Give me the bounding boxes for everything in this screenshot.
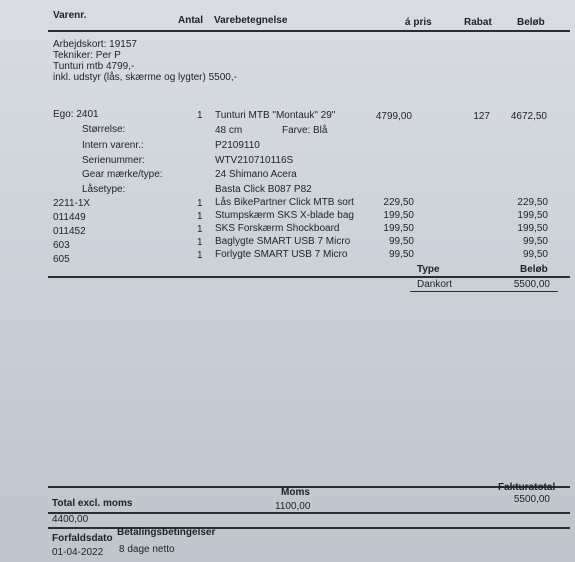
item-apris: 99,50 bbox=[388, 236, 414, 247]
item-varenr: 011452 bbox=[53, 226, 86, 237]
betaling-value: 8 dage netto bbox=[119, 544, 175, 555]
detail-value: 48 cm bbox=[215, 125, 243, 136]
item-antal: 1 bbox=[197, 211, 203, 222]
header-antal: Antal bbox=[178, 15, 203, 26]
betaling-label: Betalingsbetingelser bbox=[117, 527, 216, 538]
item-description: Lås BikePartner Click MTB sort bbox=[215, 197, 354, 208]
item-belob: 99,50 bbox=[522, 236, 548, 247]
detail-value: WTV210710116S bbox=[215, 155, 294, 166]
forfaldsdato-value: 01-04-2022 bbox=[52, 547, 104, 558]
detail-value: Basta Click B087 P82 bbox=[215, 184, 312, 195]
header-rabat: Rabat bbox=[464, 17, 492, 28]
item-description: Stumpskærm SKS X-blade bag bbox=[215, 210, 354, 221]
detail-value: 24 Shimano Acera bbox=[215, 169, 297, 180]
header-varenr: Varenr. bbox=[53, 10, 87, 21]
item-apris: 229,50 bbox=[383, 197, 414, 208]
item-antal: 1 bbox=[197, 198, 203, 209]
payment-belob-label: Beløb bbox=[520, 264, 548, 275]
item-antal: 1 bbox=[197, 237, 203, 248]
item-belob: 199,50 bbox=[517, 210, 548, 221]
fakturatotal-label: Fakturatotal bbox=[498, 482, 556, 493]
header-varebetegnelse: Varebetegnelse bbox=[214, 15, 288, 26]
header-belob: Beløb bbox=[517, 17, 545, 28]
forfaldsdato-label: Forfaldsdato bbox=[52, 533, 113, 544]
payment-underline bbox=[410, 291, 558, 292]
total-excl-label: Total excl. moms bbox=[52, 498, 133, 509]
detail-label: Intern varenr.: bbox=[82, 140, 144, 151]
detail-label: Serienummer: bbox=[82, 155, 145, 166]
item-varenr: 603 bbox=[53, 240, 70, 251]
main-item-antal: 1 bbox=[197, 110, 203, 121]
payment-type-label: Type bbox=[417, 264, 440, 275]
item-antal: 1 bbox=[197, 250, 203, 261]
item-belob: 99,50 bbox=[522, 249, 548, 260]
note-line: inkl. udstyr (lås, skærme og lygter) 5500,- bbox=[53, 72, 237, 83]
item-varenr: 2211-1X bbox=[53, 198, 91, 209]
moms-value: 1100,00 bbox=[275, 501, 311, 512]
payment-rule bbox=[48, 276, 570, 278]
detail-value: Blå bbox=[313, 125, 328, 136]
item-varenr: 605 bbox=[53, 254, 70, 265]
moms-label: Moms bbox=[281, 487, 310, 498]
main-item-rabat: 127 bbox=[473, 111, 490, 122]
total-excl-value: 4400,00 bbox=[52, 514, 89, 525]
totals-rule-lower bbox=[48, 512, 570, 514]
main-item-varenr: Ego: 2401 bbox=[53, 109, 99, 120]
note-line: Arbejdskort: 19157 bbox=[53, 39, 137, 50]
item-description: Baglygte SMART USB 7 Micro bbox=[215, 236, 351, 247]
item-belob: 199,50 bbox=[517, 223, 548, 234]
item-description: Forlygte SMART USB 7 Micro bbox=[215, 249, 348, 260]
item-antal: 1 bbox=[197, 224, 203, 235]
detail-label: Størrelse: bbox=[82, 124, 126, 135]
note-line: Tekniker: Per P bbox=[53, 50, 121, 61]
detail-value: P2109110 bbox=[215, 140, 260, 151]
item-apris: 199,50 bbox=[383, 223, 414, 234]
main-item-description: Tunturi MTB "Montauk" 29" bbox=[215, 110, 336, 121]
main-item-belob: 4672,50 bbox=[510, 111, 547, 122]
header-apris: á pris bbox=[405, 17, 432, 28]
detail-label: Låsetype: bbox=[82, 184, 126, 195]
header-rule bbox=[48, 30, 570, 32]
payment-amount: 5500,00 bbox=[513, 279, 550, 290]
fakturatotal-value: 5500,00 bbox=[513, 494, 550, 505]
note-line: Tunturi mtb 4799,- bbox=[53, 61, 135, 72]
item-description: SKS Forskærm Shockboard bbox=[215, 223, 340, 234]
payment-type: Dankort bbox=[417, 279, 453, 290]
item-varenr: 011449 bbox=[53, 212, 86, 223]
detail-label: Farve: bbox=[282, 125, 311, 136]
item-apris: 99,50 bbox=[388, 249, 414, 260]
item-apris: 199,50 bbox=[383, 210, 414, 221]
detail-label: Gear mærke/type: bbox=[82, 169, 163, 180]
item-belob: 229,50 bbox=[517, 197, 548, 208]
main-item-apris: 4799,00 bbox=[375, 111, 412, 122]
